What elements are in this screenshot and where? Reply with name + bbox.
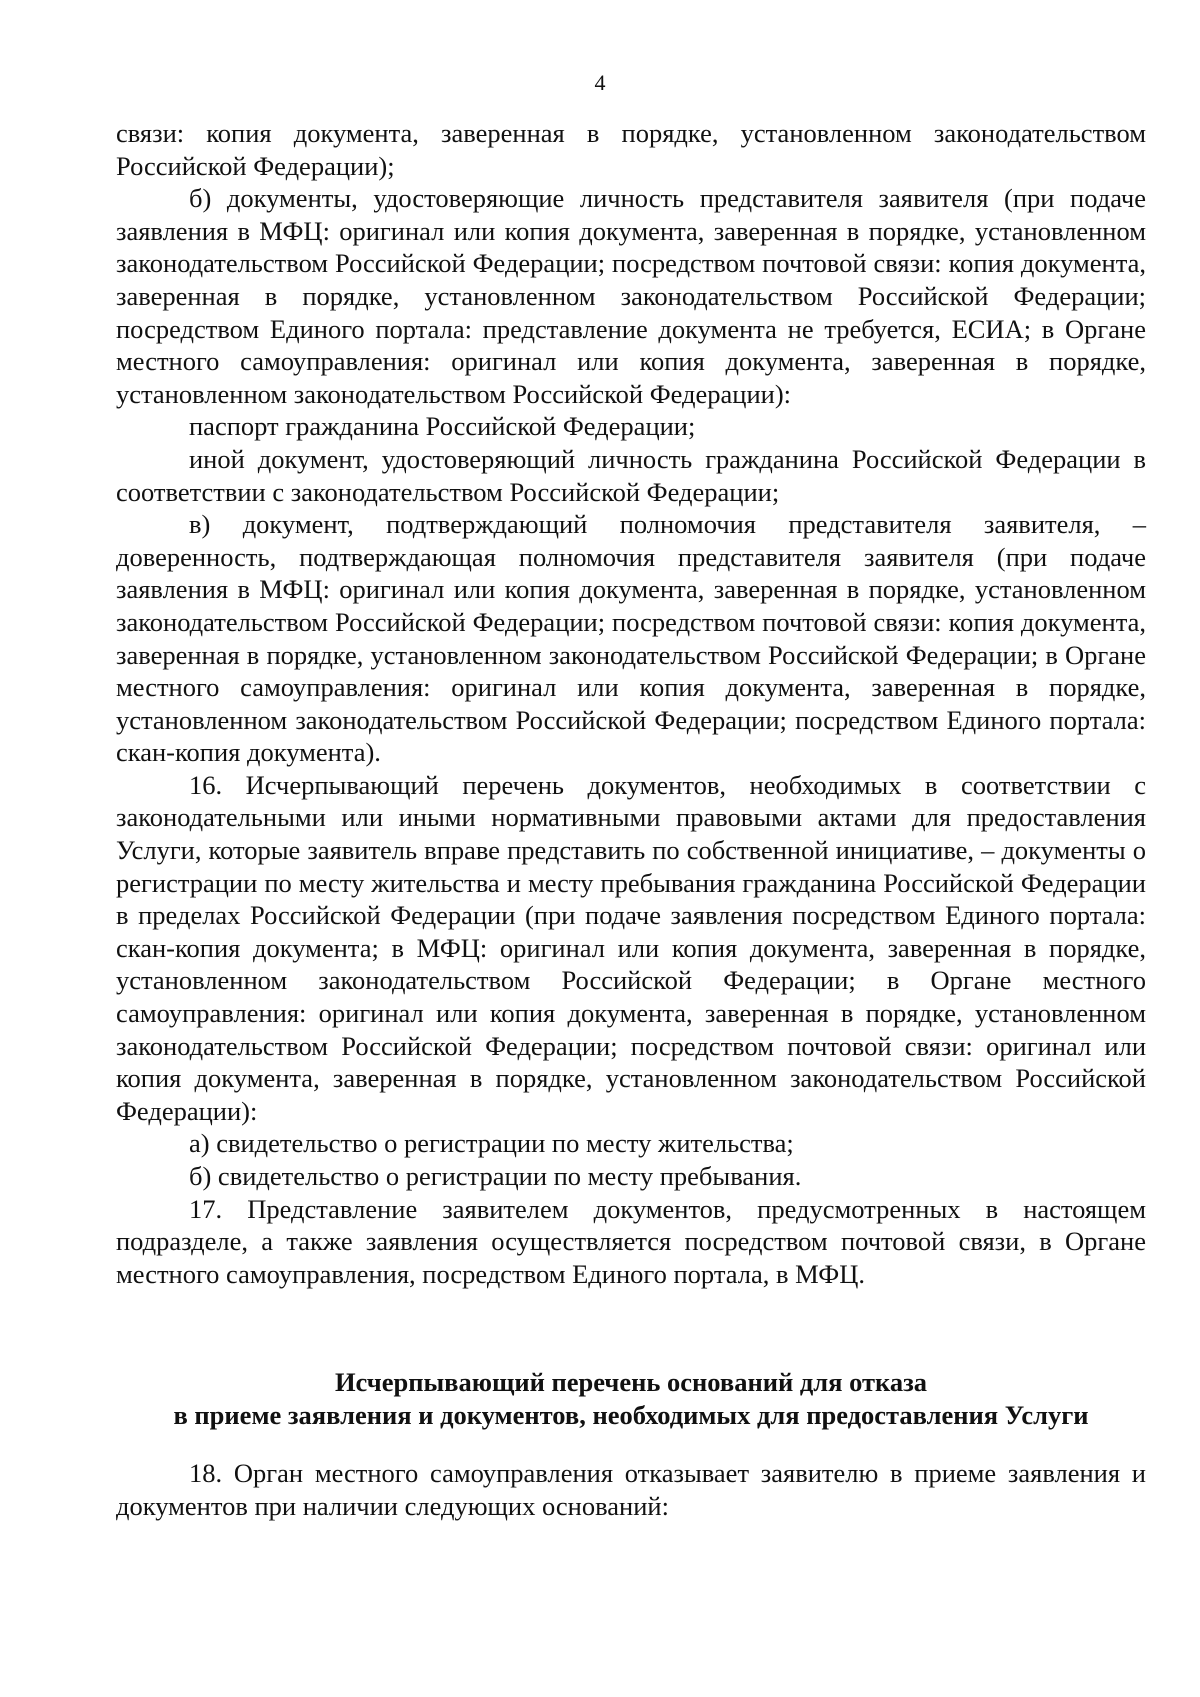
page-number: 4 xyxy=(594,70,606,95)
document-body xyxy=(116,117,1146,1290)
paragraph: 17. Представление заявителем документов, предусмотренных в настоящем подразделе, а также заявления осуществляется посредством почтовой связи, в Органе местного самоуправления, посредством Единого портала, в МФЦ. xyxy=(116,1193,1146,1289)
paragraph: в) документ, подтверждающий полномочия представителя заявителя, – доверенность, подтверждающая полномочия представителя заявителя (при подаче заявления в МФЦ: оригинал или копия документа, заверенная в порядке, установленном законодательством Российской Федерации; посредством почтовой связи: копия документа, заверенная в порядке, установленном законодательством Российской Федерации; в Органе местного самоуправления: оригинал или копия документа, заверенная в порядке, установленном законодательством Российской Федерации; посредством Единого портала: скан-копия документа). xyxy=(116,509,1146,768)
section-heading xyxy=(116,1366,1146,1432)
document-body-continued xyxy=(116,1457,1146,1522)
section-heading-line: Исчерпывающий перечень оснований для отказа xyxy=(334,1367,928,1397)
paragraph: паспорт гражданина Российской Федерации; xyxy=(189,411,696,442)
paragraph: связи: копия документа, заверенная в порядке, установленном законодательством Российской Федерации); xyxy=(116,118,1146,181)
paragraph: б) документы, удостоверяющие личность представителя заявителя (при подаче заявления в МФЦ: оригинал или копия документа, заверенная в порядке, установленном законодательством Российской Федерации; посредством почтовой связи: копия документа, заверенная в порядке, установленном законодательством Российской Федерации; посредством Единого портала: представление документа не требуется, ЕСИА; в Органе местного самоуправления: оригинал или копия документа, заверенная в порядке, установленном законодательством Российской Федерации): xyxy=(116,183,1146,409)
paragraph: 16. Исчерпывающий перечень документов, необходимых в соответствии с законодательными или иными нормативными правовыми актами для предоставления Услуги, которые заявитель вправе представить по собственной инициативе, – документы о регистрации по месту жительства и месту пребывания гражданина Российской Федерации в пределах Российской Федерации (при подаче заявления посредством Единого портала: скан-копия документа; в МФЦ: оригинал или копия документа, заверенная в порядке, установленном законодательством Российской Федерации; в Органе местного самоуправления: оригинал или копия документа, заверенная в порядке, установленном законодательством Российской Федерации; посредством почтовой связи: оригинал или копия документа, заверенная в порядке, установленном законодательством Российской Федерации): xyxy=(116,769,1146,1126)
paragraph: б) свидетельство о регистрации по месту пребывания. xyxy=(189,1161,802,1191)
paragraph: 18. Орган местного самоуправления отказывает заявителю в приеме заявления и документов при наличии следующих оснований: xyxy=(116,1458,1146,1521)
paragraph: а) свидетельство о регистрации по месту жительства; xyxy=(189,1128,794,1159)
section-heading-line: в приеме заявления и документов, необходимых для предоставления Услуги xyxy=(173,1400,1089,1430)
paragraph: иной документ, удостоверяющий личность гражданина Российской Федерации в соответствии с законодательством Российской Федерации; xyxy=(116,443,1146,507)
